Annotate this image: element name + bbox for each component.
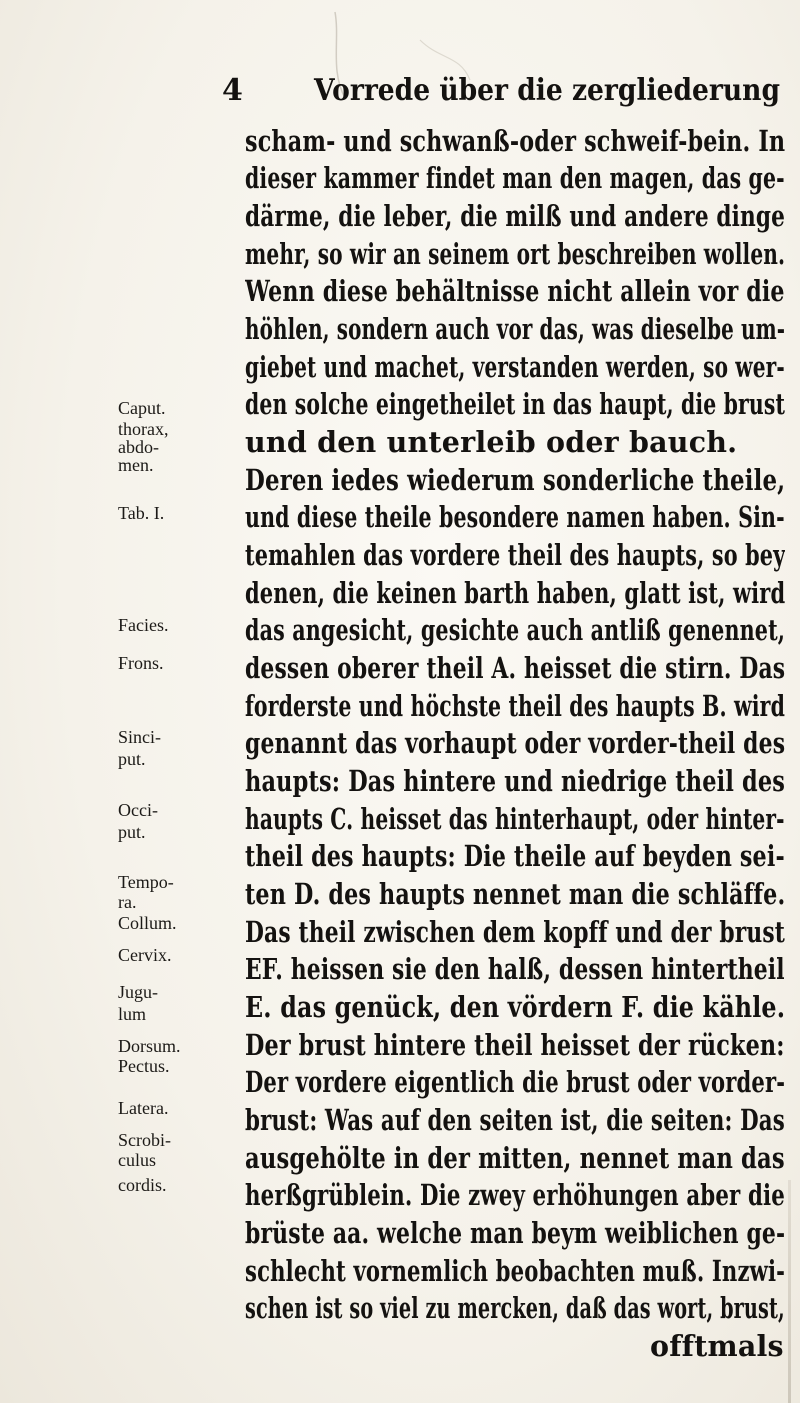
text-line: EF. heissen sie den halß, dessen hintertheil	[245, 952, 785, 986]
margin-note: Sinci-	[118, 727, 161, 747]
margin-note: put.	[118, 749, 146, 769]
text-line: Der brust hintere theil heisset der rücken:	[245, 1028, 785, 1062]
text-line: herßgrüblein. Die zwey erhöhungen aber die	[245, 1178, 785, 1212]
margin-note: ra.	[118, 892, 137, 912]
margin-note: Scrobi-	[118, 1130, 171, 1150]
text-line: denen, die keinen barth haben, glatt ist, wird	[245, 576, 786, 610]
text-line: ten D. des haupts nennet man die schläffe.	[245, 877, 786, 911]
text-line: theil des haupts: Die theile auf beyden sei-	[245, 839, 785, 873]
margin-note: lum	[118, 1004, 147, 1024]
page-edge-shadow	[788, 1180, 791, 1403]
text-line: dieser kammer findet man den magen, das ge-	[245, 161, 785, 195]
text-line: das angesicht, gesichte auch antliß genennet,	[245, 613, 786, 647]
running-title: Vorrede über die zergliederung	[314, 73, 781, 108]
margin-note: Collum.	[118, 913, 177, 933]
text-line: E. das genück, den vördern F. die kähle.	[245, 990, 786, 1024]
text-line: den solche eingetheilet in das haupt, die brust	[245, 387, 786, 421]
text-line: brust: Was auf den seiten ist, die seiten: Das	[245, 1103, 785, 1137]
catchword: offtmals	[650, 1329, 784, 1363]
margin-note: Dorsum.	[118, 1036, 181, 1056]
margin-note: put.	[118, 822, 146, 842]
text-line: Deren iedes wiederum sonderliche theile,	[245, 463, 786, 497]
text-line: dessen oberer theil A. heisset die stirn. Das	[245, 651, 786, 685]
margin-note: men.	[118, 455, 154, 475]
margin-note: Cervix.	[118, 945, 172, 965]
margin-note: Facies.	[118, 615, 169, 635]
text-line: Wenn diese behältnisse nicht allein vor die	[245, 274, 785, 308]
margin-note: Pectus.	[118, 1056, 170, 1076]
margin-note: thorax,	[118, 419, 169, 439]
text-line: temahlen das vordere theil des haupts, so bey	[245, 538, 786, 572]
margin-note: culus	[118, 1150, 156, 1170]
text-line: genannt das vorhaupt oder vorder-theil des	[245, 726, 786, 760]
margin-note: Tab. I.	[118, 503, 165, 523]
text-line: giebet und machet, verstanden werden, so wer-	[245, 350, 785, 384]
text-line: Der vordere eigentlich die brust oder vorder-	[245, 1065, 786, 1099]
page-number: 4	[222, 73, 243, 108]
page-header	[222, 66, 782, 116]
margin-note: Tempo-	[118, 872, 174, 892]
text-line: und den unterleib oder bauch.	[245, 425, 738, 459]
text-line: haupts: Das hintere und niedrige theil des	[245, 764, 786, 798]
text-line: haupts C. heisset das hinterhaupt, oder hinter-	[245, 802, 785, 836]
text-line: mehr, so wir an seinem ort beschreiben wollen.	[245, 237, 786, 271]
margin-note: Occi-	[118, 800, 158, 820]
text-line: Das theil zwischen dem kopff und der brust	[245, 915, 786, 949]
text-line: brüste aa. welche man beym weiblichen ge-	[245, 1216, 786, 1250]
text-line: und diese theile besondere namen haben. Sin-	[245, 500, 785, 534]
margin-note: Frons.	[118, 653, 164, 673]
margin-note: abdo-	[118, 437, 159, 457]
text-line: därme, die leber, die milß und andere dinge	[245, 199, 786, 233]
text-line: scham- und schwanß-oder schweif-bein. In	[245, 124, 786, 158]
text-line: höhlen, sondern auch vor das, was dieselbe um-	[245, 312, 786, 346]
margin-note: cordis.	[118, 1175, 167, 1195]
margin-note: Jugu-	[118, 982, 158, 1002]
text-line: ausgehölte in der mitten, nennet man das	[245, 1141, 785, 1175]
text-line: schlecht vornemlich beobachten muß. Inzwi-	[245, 1254, 786, 1288]
text-line: schen ist so viel zu mercken, daß das wort, brust,	[245, 1291, 785, 1325]
text-line: forderste und höchste theil des haupts B. wird	[245, 689, 786, 723]
margin-note: Latera.	[118, 1098, 169, 1118]
margin-note: Caput.	[118, 398, 166, 418]
